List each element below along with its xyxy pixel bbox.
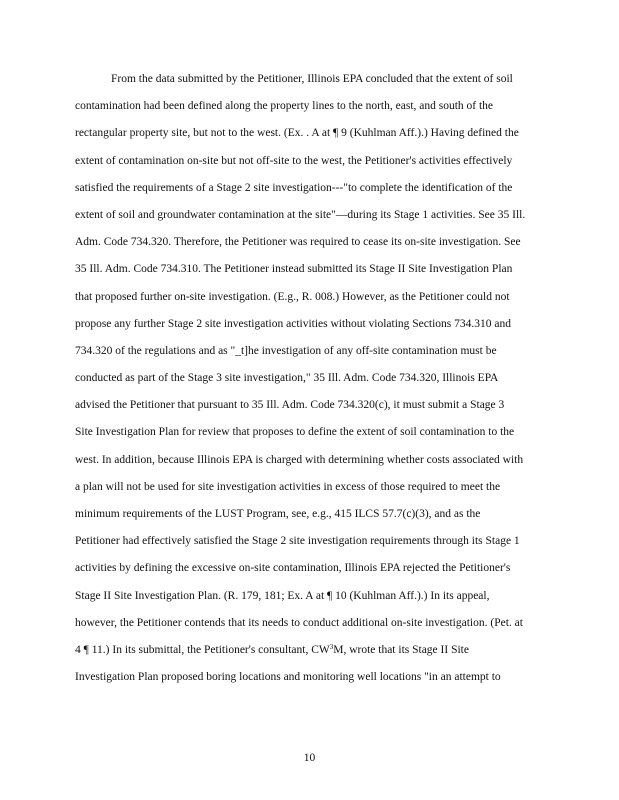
superscript-mark: 3 <box>329 642 334 651</box>
text-line: propose any further Stage 2 site investigation activities without violating Sections 734.310 and <box>75 317 511 330</box>
text-line: rectangular property site, but not to the west. (Ex. . A at ¶ 9 (Kuhlman Aff.).) Having defined the <box>75 127 519 140</box>
text-line: 35 Ill. Adm. Code 734.310. The Petitioner instead submitted its Stage II Site Investigation Plan <box>75 263 513 276</box>
text-line: extent of soil and groundwater contamination at the site"—during its Stage 1 activities. See 35 Ill. <box>75 208 526 221</box>
text-line: west. In addition, because Illinois EPA is charged with determining whether costs associated with <box>75 453 524 466</box>
text-line: activities by defining the excessive on-site contamination, Illinois EPA rejected the Petitioner's <box>75 562 511 575</box>
text-line: Site Investigation Plan for review that proposes to define the extent of soil contamination to the <box>75 426 515 439</box>
text-line: a plan will not be used for site investigation activities in excess of those required to meet the <box>75 480 501 493</box>
text-line: Investigation Plan proposed boring locations and monitoring well locations "in an attempt to <box>75 671 501 684</box>
text-line: however, the Petitioner contends that its needs to conduct additional on-site investigation. (Pet. at <box>75 616 523 629</box>
text-line: advised the Petitioner that pursuant to 35 Ill. Adm. Code 734.320(c), it must submit a Stage 3 <box>75 399 505 412</box>
text-line: From the data submitted by the Petitioner, Illinois EPA concluded that the extent of soil <box>111 73 513 85</box>
text-line: satisfied the requirements of a Stage 2 site investigation---"to complete the identification of the <box>75 181 513 194</box>
text-line: contamination had been defined along the property lines to the north, east, and south of the <box>75 100 494 113</box>
text-line: minimum requirements of the LUST Program, see, e.g., 415 ILCS 57.7(c)(3), and as the <box>75 508 481 520</box>
page-number: 10 <box>303 752 316 764</box>
text-line: Petitioner had effectively satisfied the Stage 2 site investigation requirements through its Stage 1 <box>75 535 520 548</box>
body-paragraph <box>75 66 545 691</box>
text-line: extent of contamination on-site but not off-site to the west, the Petitioner's activities effectively <box>75 154 513 167</box>
text-line: conducted as part of the Stage 3 site investigation," 35 Ill. Adm. Code 734.320, Illinois EPA <box>75 372 499 385</box>
text-line: Stage II Site Investigation Plan. (R. 179, 181; Ex. A at ¶ 10 (Kuhlman Aff.).) In its appeal, <box>75 589 490 602</box>
text-line-end: M, wrote that its Stage II Site <box>333 643 469 656</box>
text-line-with-superscript <box>75 637 545 664</box>
text-line: Adm. Code 734.320. Therefore, the Petitioner was required to cease its on-site investigation. See <box>75 236 521 249</box>
text-line: 734.320 of the regulations and as "_t]he investigation of any off-site contamination must be <box>75 344 497 357</box>
text-line-start: 4 ¶ 11.) In its submittal, the Petitioner's consultant, CW <box>75 643 330 656</box>
text-line: that proposed further on-site investigation. (E.g., R. 008.) However, as the Petitioner could not <box>75 290 510 303</box>
